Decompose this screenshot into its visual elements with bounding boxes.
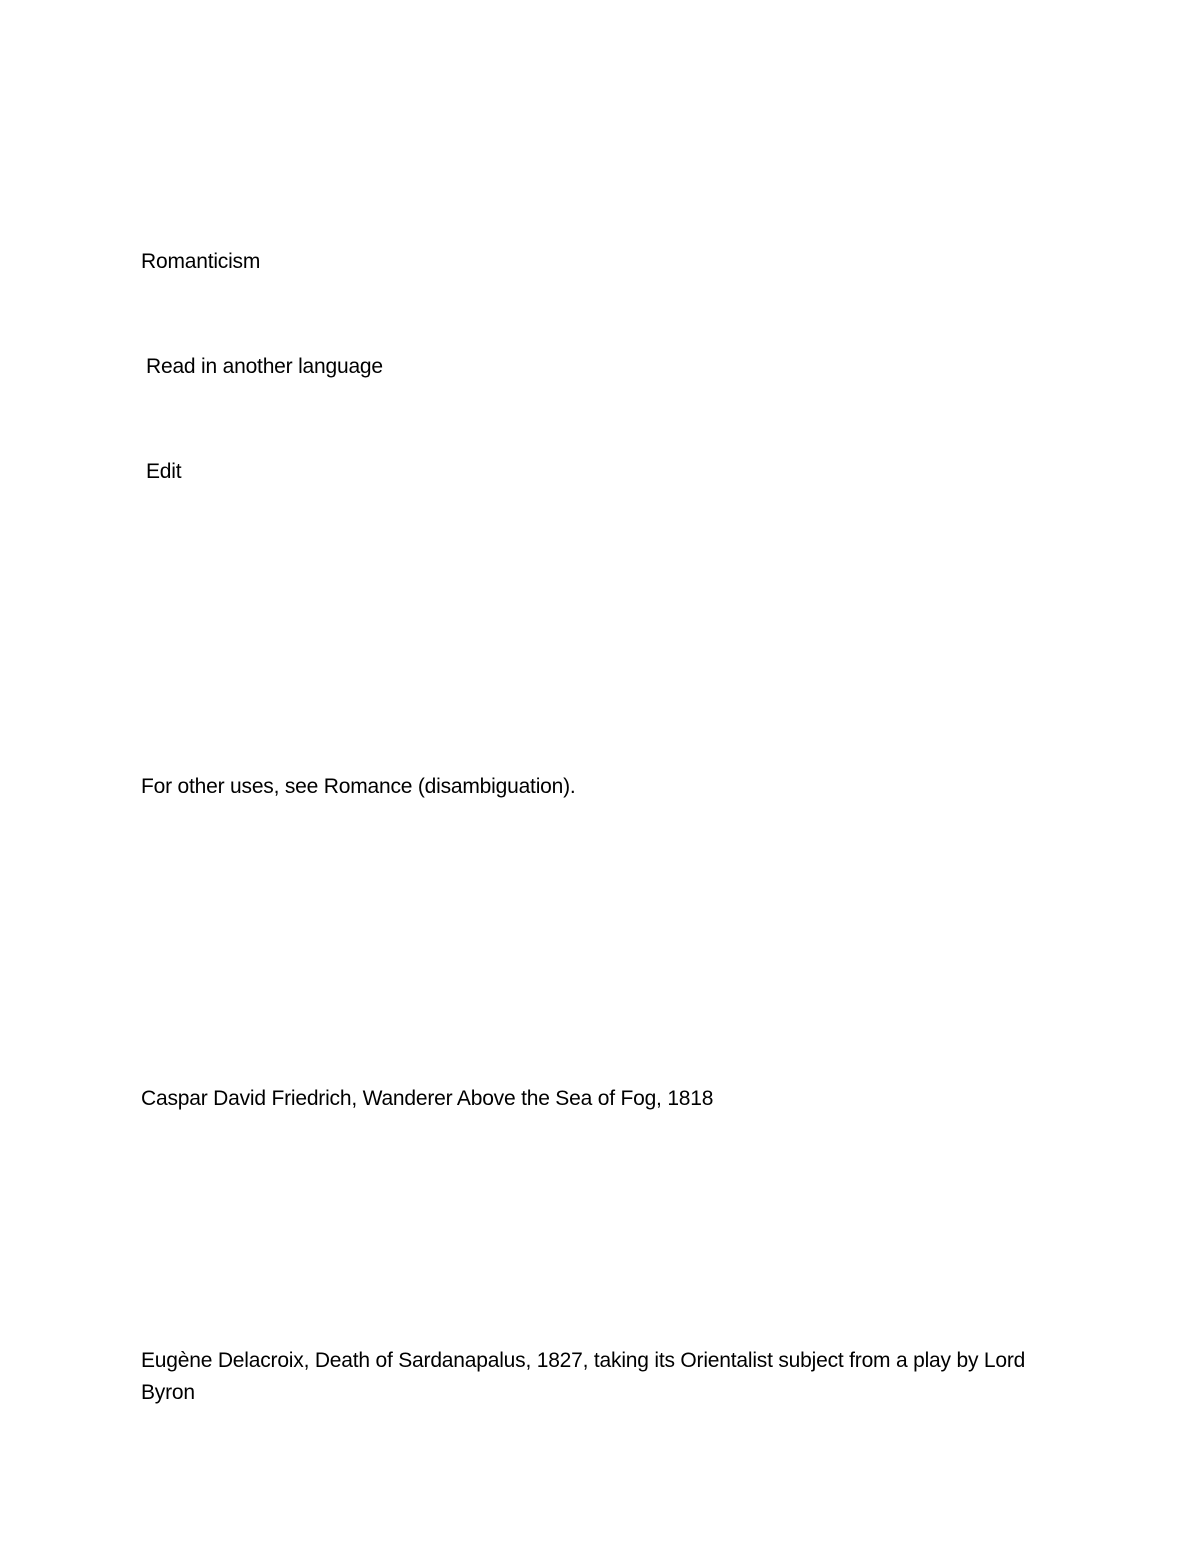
read-in-another-language-link[interactable]: Read in another language [146,355,383,378]
edit-link[interactable]: Edit [146,460,182,483]
image-caption-delacroix: Eugène Delacroix, Death of Sardanapalus, 1827, taking its Orientalist subject from a play by Lord Byron [141,1349,1026,1404]
image-caption-friedrich: Caspar David Friedrich, Wanderer Above the Sea of Fog, 1818 [141,1087,714,1110]
page-title: Romanticism [141,250,261,273]
disambiguation-hatnote: For other uses, see Romance (disambiguation). [141,775,576,798]
